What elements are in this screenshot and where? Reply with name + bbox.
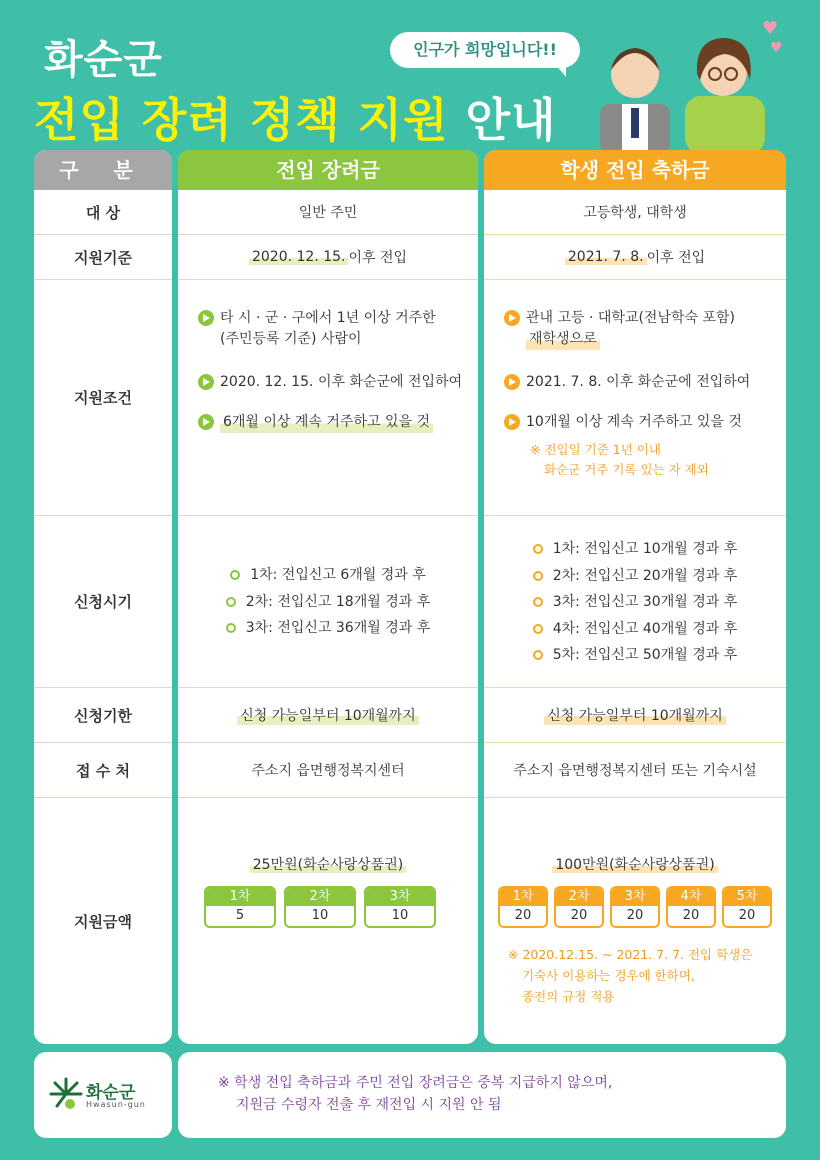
conditions-a (178, 280, 478, 516)
condition-item (198, 372, 472, 393)
conditions-label: 지원조건 (74, 389, 132, 407)
play-icon (504, 374, 520, 390)
footer-note-line: ※ 학생 전입 축하금과 주민 전입 장려금은 중복 지급하지 않으며, (218, 1075, 613, 1091)
amount-box: 3차 20 (610, 886, 660, 928)
criteria-b (484, 235, 786, 280)
heart-icon: ♥ (762, 18, 779, 39)
office-a (178, 743, 478, 798)
condition-line: 2020. 12. 15. 이후 화순군에 전입하여 (220, 374, 463, 390)
people-illustration (560, 24, 790, 154)
condition-item (504, 412, 780, 433)
condition-item (198, 412, 472, 433)
logo-subtext: Hwasun-gun (86, 1100, 146, 1109)
footer-note (178, 1052, 786, 1138)
play-icon (198, 310, 214, 326)
condition-item (504, 308, 780, 350)
schedule-a (178, 516, 478, 688)
amount-b-total: 100만원(화순사랑상품권) (552, 857, 717, 873)
circle-icon (533, 571, 543, 581)
conditions-b-note: ※ 전입일 기준 1년 이내 화순군 거주 기록 있는 자 제외 (530, 442, 709, 477)
footer-note-line: 지원금 수령자 전출 후 재전입 시 지원 안 됨 (236, 1097, 502, 1113)
row-label-deadline (34, 688, 172, 743)
amount-box: 5차 20 (722, 886, 772, 928)
heart-icon: ♥ (770, 40, 783, 56)
schedule-item: 3차: 전입신고 30개월 경과 후 (484, 589, 786, 616)
amount-b-boxes (498, 886, 772, 928)
amount-a-boxes (204, 886, 436, 928)
circle-icon (533, 650, 543, 660)
schedule-item: 4차: 전입신고 40개월 경과 후 (484, 616, 786, 643)
play-icon (504, 414, 520, 430)
title-highlight: 전입 장려 정책 지원 (34, 93, 449, 147)
circle-icon (230, 570, 240, 580)
target-a-text: 일반 주민 (298, 205, 358, 221)
criteria-a-rest: 이후 전입 (348, 250, 408, 266)
condition-line: (주민등록 기준) 사람이 (220, 331, 362, 347)
amount-box: 3차 10 (364, 886, 436, 928)
hwasun-logo-icon (48, 1076, 84, 1112)
amount-b-note: ※ 2020.12.15. ~ 2021. 7. 7. 전입 학생은 기숙사 이용하는 경우에 한하며, 종전의 규정 적용 (508, 947, 753, 1004)
circle-icon (533, 597, 543, 607)
deadline-b-text: 신청 가능일부터 10개월까지 (544, 705, 725, 725)
resident-incentive-column (178, 150, 478, 1044)
row-label-schedule (34, 516, 172, 688)
schedule-item: 5차: 전입신고 50개월 경과 후 (484, 642, 786, 669)
amount-box: 2차 10 (284, 886, 356, 928)
schedule-item: 2차: 전입신고 20개월 경과 후 (484, 563, 786, 590)
deadline-a (178, 688, 478, 743)
row-label-amount (34, 798, 172, 1044)
row-label-target (34, 190, 172, 235)
play-icon (504, 310, 520, 326)
deadline-b (484, 688, 786, 743)
amount-a-total: 25만원(화순사랑상품권) (250, 857, 406, 873)
criteria-a-date: 2020. 12. 15. (249, 249, 349, 265)
title-suffix: 안내 (465, 93, 557, 147)
target-a (178, 190, 478, 235)
conditions-b (484, 280, 786, 516)
criteria-a (178, 235, 478, 280)
office-b (484, 743, 786, 798)
label-column (34, 150, 172, 1044)
criteria-b-date: 2021. 7. 8. (565, 249, 647, 265)
condition-line: 타 시 · 군 · 구에서 1년 이상 거주한 (220, 310, 436, 326)
footer-logo-box (34, 1052, 172, 1138)
header-title-2 (34, 84, 556, 150)
student-bonus-header: 학생 전입 축하금 (484, 150, 786, 190)
deadline-label: 신청기한 (74, 706, 132, 725)
schedule-label: 신청시기 (74, 593, 132, 611)
condition-line: 관내 고등 · 대학교(전남학숙 포함) (526, 310, 735, 326)
target-label: 대 상 (85, 203, 121, 222)
target-b (484, 190, 786, 235)
label-column-header: 구 분 (34, 150, 172, 190)
office-label: 접 수 처 (76, 761, 130, 780)
schedule-item: 1차: 전입신고 6개월 경과 후 (178, 562, 478, 589)
circle-icon (226, 597, 236, 607)
schedule-item: 3차: 전입신고 36개월 경과 후 (178, 615, 478, 642)
schedule-b (484, 516, 786, 688)
header-title-1: 화순군 (44, 37, 163, 83)
target-b-text: 고등학생, 대학생 (583, 205, 687, 221)
criteria-b-rest: 이후 전입 (646, 250, 706, 266)
deadline-a-text: 신청 가능일부터 10개월까지 (237, 705, 418, 725)
amount-label: 지원금액 (74, 912, 132, 931)
condition-line: 재학생으로 (526, 329, 600, 350)
office-a-text: 주소지 읍면행정복지센터 (251, 763, 405, 779)
logo-text: 화순군 (86, 1083, 136, 1103)
student-bonus-column (484, 150, 786, 1044)
condition-item (198, 308, 472, 350)
office-b-text: 주소지 읍면행정복지센터 또는 기숙시설 (513, 763, 757, 779)
schedule-item: 2차: 전입신고 18개월 경과 후 (178, 589, 478, 616)
condition-line: 2021. 7. 8. 이후 화순군에 전입하여 (526, 374, 751, 390)
amount-box: 1차 5 (204, 886, 276, 928)
condition-line: 6개월 이상 계속 거주하고 있을 것 (220, 412, 433, 433)
amount-b (484, 798, 786, 1044)
speech-bubble: 인구가 희망입니다!! (390, 32, 580, 68)
play-icon (198, 374, 214, 390)
circle-icon (533, 624, 543, 634)
circle-icon (226, 623, 236, 633)
circle-icon (533, 544, 543, 554)
resident-incentive-header: 전입 장려금 (178, 150, 478, 190)
condition-line: 10개월 이상 계속 거주하고 있을 것 (526, 414, 742, 430)
amount-box: 1차 20 (498, 886, 548, 928)
amount-box: 2차 20 (554, 886, 604, 928)
row-label-conditions (34, 280, 172, 516)
condition-item (504, 372, 780, 393)
amount-box: 4차 20 (666, 886, 716, 928)
row-label-office (34, 743, 172, 798)
play-icon (198, 414, 214, 430)
schedule-item: 1차: 전입신고 10개월 경과 후 (484, 536, 786, 563)
criteria-label: 지원기준 (74, 248, 132, 267)
amount-a (178, 798, 478, 1044)
row-label-criteria (34, 235, 172, 280)
